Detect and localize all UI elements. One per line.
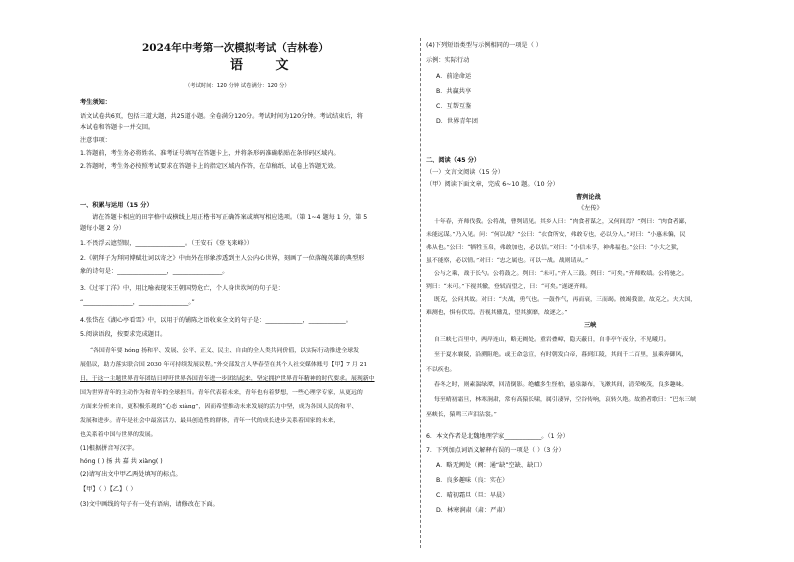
question-4-option: A．前途命运 — [436, 73, 472, 80]
sanxia-line: 不以疾也。 — [426, 367, 456, 373]
classical-passage-line: 难测也，惧有伏焉。吾视其辙乱，望其旗靡，故逐之。” — [426, 310, 568, 316]
instructions-heading: 考生须知： — [80, 99, 111, 106]
passage-line: 也关系着中国与世界的发展。 — [80, 432, 157, 438]
sanxia-line: 春冬之时，则素湍绿潭，回清倒影。绝巘多生怪柏，悬泉瀑布，飞漱其间，清荣峻茂，良多趣味。 — [434, 382, 688, 388]
passage-line: 展倡议，助力落实联合国 2030 年可持续发展议程。”外交部发言人华春莹在其个人社交媒体账号【甲】7 月 21 — [80, 362, 368, 368]
exam-title: 2024年中考第一次模拟考试（吉林卷） — [142, 42, 329, 54]
question-7-option: B．良多趣味（良：实在） — [436, 477, 509, 484]
section1-intro-1: 请在答题卡相应的田字格中或横线上用正楷书写正确答案或填写相应选项。（第 1~4 题每 1 分，第 5 — [92, 214, 368, 221]
classical-passage-line: 既克，公问其故。对曰：“夫战，勇气也。一鼓作气，再而衰，三而竭。彼竭我盈，故克之。夫大国， — [434, 297, 697, 303]
question-7-option: C．晴初霜旦（旦：早晨） — [436, 492, 509, 499]
column-divider — [420, 38, 421, 548]
question-4-option: D．世界青年团 — [436, 118, 478, 125]
question-7-option: A．略无阙处（阙：通“缺”空缺、缺口） — [436, 462, 546, 469]
question-7: 7．下列加点词语义解释有误的一项是（ ）（3 分） — [426, 447, 565, 454]
classical-passage-line: 未能远谋。”乃入见。问：“何以战？”公曰：“衣食所安，弗敢专也，必以分人。”对曰：“小惠未徧，民 — [426, 232, 686, 238]
note-2: 2.答题时，考生务必按照考试要求在答题卡上的指定区域内作答，在草稿纸、试卷上答题无效。 — [80, 163, 340, 170]
time-info: （考试时间：120 分钟 试卷满分：120 分） — [185, 83, 290, 89]
passage-line: “各国青年要 hóng 扬和平、发展、公平、正义、民主、自由的全人类共同价值，以实际行动推进全球发 — [90, 348, 360, 354]
question-3-line-1: 3.《过零丁洋》中，用比喻表现宋王朝国势危亡，个人身世坎坷的句子是： — [80, 285, 284, 292]
question-3-line-2: “________________，________________。” — [80, 299, 195, 306]
classical-passage-line: 虽不能察，必以情。”对曰：“忠之属也。可以一战。战则请从。” — [426, 258, 589, 264]
classical-passage-line: 十年春，齐师伐我。公将战，曹刿请见。其乡人曰：“肉食者谋之，又何间焉？”刿曰：“肉食者鄙， — [434, 219, 691, 225]
section2-sub1a: （甲）阅读下面文章，完成 6~10 题。（10 分） — [426, 181, 559, 188]
question-2-line-1: 2.《朝拜子为拜同博赋壮词以寄之》中由外在形象涉透到主人公内心世界，刻画了一位落魄英雄的典型形 — [80, 255, 365, 262]
note-1: 1.答题前，考生务必将姓名、准考证号填写在答题卡上，并将条形码准确粘贴在条形码区域内。 — [80, 150, 340, 157]
passage-line: 发展和进步。青年是社会中最富活力、最具创造性的群体，青年一代的成长进步关系着国家的未来， — [80, 418, 340, 424]
question-5-2: (2)请写出文中甲乙两处填写的标点。 — [80, 471, 182, 478]
question-1: 1.不畏浮云遮望眼，________________。（王安石《登飞来峰》） — [80, 240, 253, 247]
question-4-example: 示例：实际行动 — [426, 57, 470, 64]
classical-passage-line: 刿曰：“未可。”下视其辙，登轼而望之，曰：“可矣。”遂逐齐师。 — [426, 284, 592, 290]
subject-title: 语 文 — [230, 58, 303, 73]
question-5-3: (3)文中画线的句子有一处有语病，请修改在下面。 — [80, 501, 219, 508]
question-5: 5.阅读语段，按要求完成题目。 — [80, 331, 167, 338]
section2-heading: 二、阅读（45 分） — [426, 157, 481, 164]
question-4-intro: (4)下列短语类型与示例相同的一项是（ ） — [426, 42, 542, 49]
section2-sub1: （一）文言文阅读（15 分） — [426, 169, 504, 176]
question-6: 6．本文作者是北魏地理学家____________。（1 分） — [426, 433, 569, 440]
question-4-option: C．互帮互鉴 — [436, 103, 472, 110]
passage-title: 曹刿论战 — [576, 194, 601, 201]
sanxia-line: 巫峡长，猿鸣三声泪沾裳。” — [426, 412, 497, 418]
instructions-p1b: 本试卷和答题卡一并交回。 — [80, 124, 155, 131]
sanxia-line: 自三峡七百里中，两岸连山，略无阙处。重岩叠嶂，隐天蔽日，自非亭午夜分，不见曦月。 — [434, 337, 670, 343]
question-5-1-answers: hóng ( ) 扬 共 嘉 共 xiàng( ) — [80, 458, 163, 465]
question-2-line-2: 象的诗句是：________________，________________。 — [80, 268, 229, 275]
question-4-option: B．共赢共享 — [436, 88, 472, 95]
classical-passage-line: 公与之乘，战于长勺。公将鼓之。刿曰：“未可。”齐人三鼓。刿曰：“可矣。”齐师败绩。公将驰之。 — [434, 271, 688, 277]
section1-heading: 一、积累与运用（15 分） — [80, 202, 153, 209]
question-7-option: D．林寒涧肃（肃：严肃） — [436, 507, 509, 514]
question-4: 4.张岱在《湖心亭看雪》中，以用于的铺陈之语收束全文的句子是：____________，____________。 — [80, 317, 352, 324]
passage-line: 方面来分析来自，更积极乐观的“心态 xiàng”，因而希望推动未来发展的活力中坚，成为各国人民的和平、 — [80, 404, 358, 410]
question-5-2-answers: 【甲】（ ）【乙】（ ） — [80, 486, 137, 493]
passage-line: 日，于这一主题世界青年团结日呼吁世界各国青年进一步团结起来，坚定拥护世界青年精神的时代要求。展现新中 — [80, 376, 375, 382]
notes-heading: 注意事项： — [80, 137, 111, 144]
question-5-1: (1)根据拼音写汉字。 — [80, 445, 139, 452]
section1-intro-2: 题每小题 2 分） — [80, 225, 125, 232]
classical-passage-line: 弗从也。”公曰：“牺牲玉帛，弗敢加也，必以信。”对曰：“小信未孚，神弗福也。”公曰：“小大之狱， — [426, 245, 683, 251]
sanxia-line: 每至晴初霜旦，林寒涧肃，常有高猿长啸，属引凄异，空谷传响，哀转久绝。故渔者歌曰：“巴东三峡 — [434, 397, 697, 403]
instructions-p1: 语文试卷共6页，包括三道大题，共25道小题。全卷满分120分。考试时间为120分钟。考试结束后，将 — [80, 113, 363, 120]
passage-source: 《左传》 — [578, 205, 603, 212]
passage-line: 国为世界青年的主动作为和青年的全球担当。青年代表着未来，青年也有着梦想，一些心理学专家，从更远的 — [80, 390, 363, 396]
poem-title: 三峡 — [584, 322, 597, 329]
sanxia-line: 至于夏水襄陵，沿溯阻绝。或王命急宣，有时朝发白帝，暮到江陵，其间千二百里，虽乘奔御风， — [434, 352, 688, 358]
